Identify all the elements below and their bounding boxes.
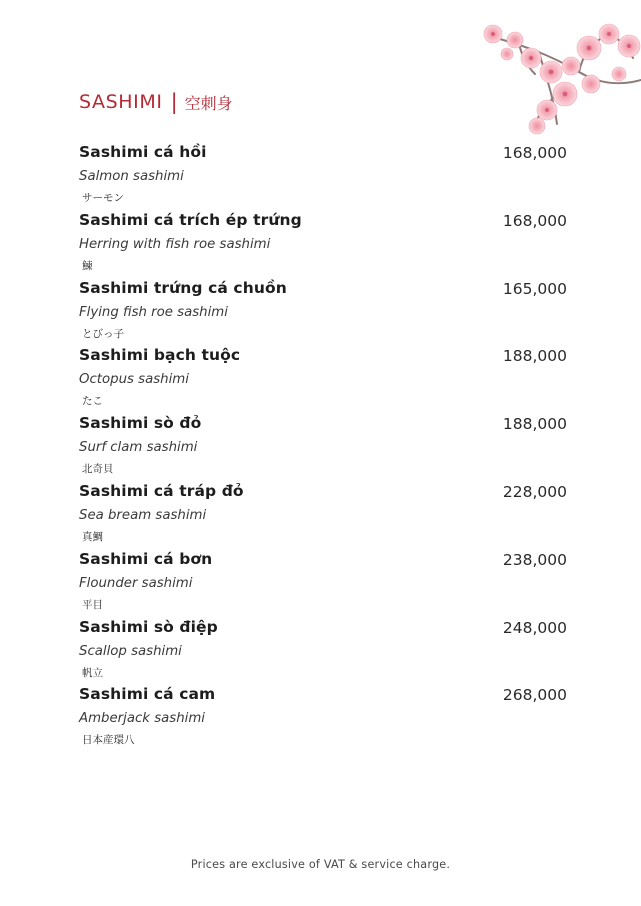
section-title-separator: | (170, 90, 178, 114)
menu-item (79, 211, 567, 279)
menu-item (79, 279, 567, 347)
item-price: 188,000 (502, 415, 567, 434)
menu-item (79, 685, 567, 753)
item-english-name: Flying fish roe sashimi (79, 304, 228, 320)
item-name: Sashimi bạch tuộc (79, 346, 241, 365)
item-english-name: Surf clam sashimi (79, 440, 198, 456)
item-japanese-name: 鰊 (82, 259, 93, 272)
item-english-name: Sea bream sashimi (79, 507, 207, 523)
price-note: Prices are exclusive of VAT & service charge. (190, 858, 451, 871)
item-price: 188,000 (502, 347, 567, 366)
item-price: 268,000 (502, 686, 567, 705)
item-name: Sashimi cá cam (79, 685, 216, 704)
item-english-name: Octopus sashimi (79, 372, 189, 388)
item-price: 238,000 (502, 550, 567, 569)
item-japanese-name: 日本産環八 (82, 734, 135, 747)
item-price: 248,000 (502, 618, 567, 637)
menu-item (79, 618, 567, 686)
item-english-name: Flounder sashimi (79, 575, 193, 591)
item-japanese-name: 真鯛 (82, 530, 103, 543)
section-title-jp: 空刺身 (184, 93, 233, 113)
menu-item (79, 414, 567, 482)
item-japanese-name: 北奇貝 (82, 463, 114, 476)
item-japanese-name: サーモン (82, 192, 124, 204)
item-name: Sashimi cá tráp đỏ (79, 481, 244, 500)
item-name: Sashimi cá trích ép trứng (79, 210, 302, 229)
item-name: Sashimi sò điệp (79, 617, 218, 636)
cherry-blossom-icon (479, 14, 641, 138)
item-japanese-name: 帆立 (82, 666, 103, 679)
item-name: Sashimi cá bơn (79, 549, 213, 568)
item-japanese-name: たこ (82, 395, 103, 408)
item-english-name: Amberjack sashimi (79, 711, 205, 727)
item-english-name: Salmon sashimi (79, 169, 184, 184)
item-name: Sashimi trứng cá chuồn (79, 278, 287, 297)
menu-item (79, 143, 567, 211)
item-price: 168,000 (502, 144, 567, 162)
item-english-name: Herring with fish roe sashimi (79, 236, 271, 252)
item-price: 165,000 (502, 279, 567, 298)
menu-item (79, 482, 567, 550)
item-japanese-name: とびっ子 (82, 327, 124, 340)
menu-list (79, 143, 567, 753)
menu-item (79, 550, 567, 618)
item-price: 168,000 (502, 211, 567, 230)
item-name: Sashimi sò đỏ (79, 414, 202, 433)
menu-item (79, 346, 567, 414)
section-heading (79, 90, 233, 114)
item-japanese-name: 平目 (82, 598, 103, 611)
section-title-en: SASHIMI (79, 91, 163, 113)
item-name: Sashimi cá hồi (79, 143, 207, 161)
item-price: 228,000 (502, 482, 567, 501)
item-english-name: Scallop sashimi (79, 643, 182, 659)
